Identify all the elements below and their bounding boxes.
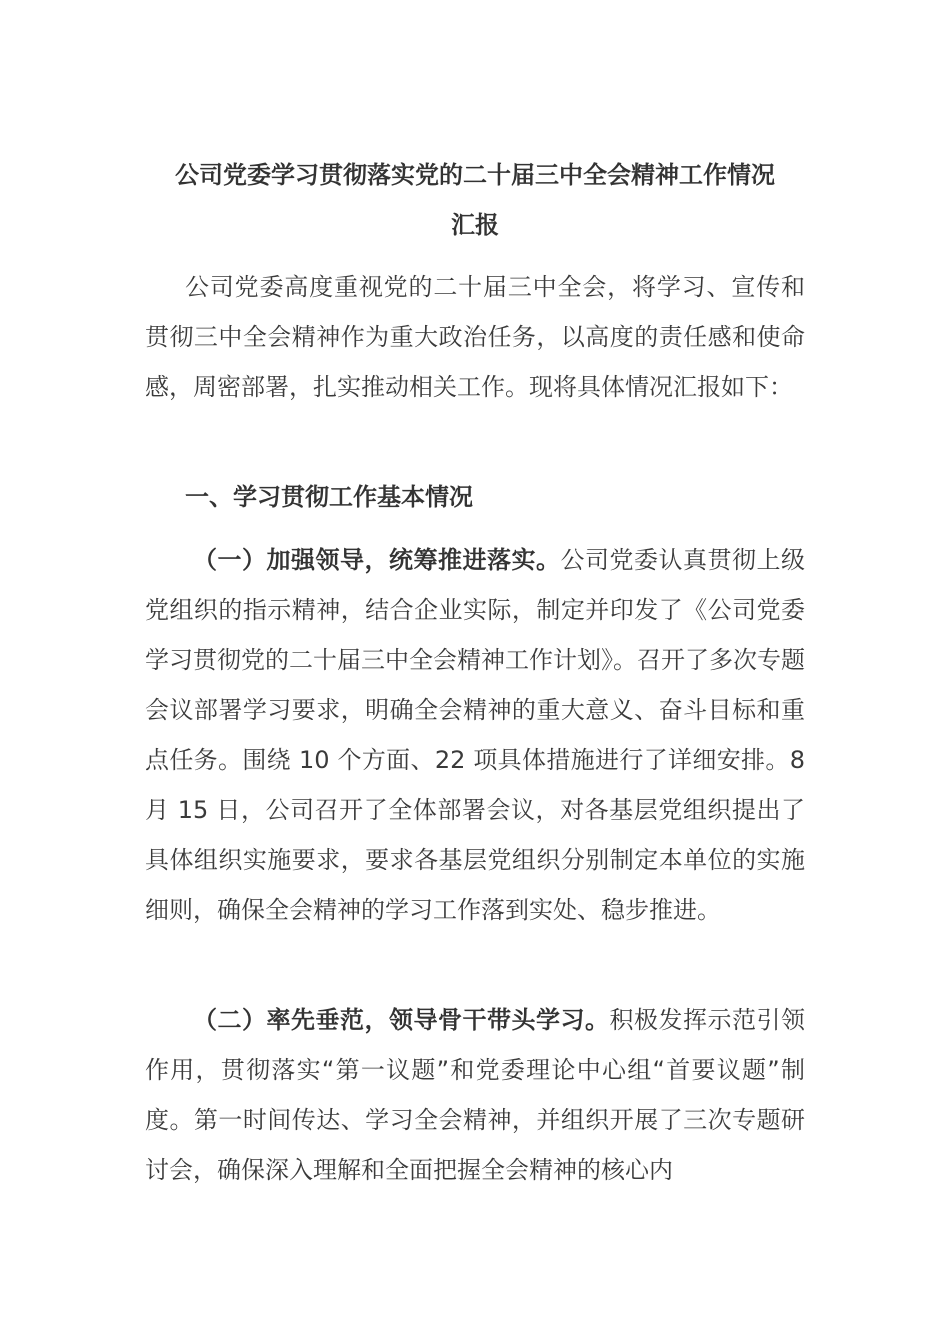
section-heading: 一、学习贯彻工作基本情况: [185, 483, 473, 511]
intro-paragraph: 公司党委高度重视党的二十届三中全会，将学习、宣传和贯彻三中全会精神作为重大政治任务，以高度的责任感和使命感，周密部署，扎实推动相关工作。现将具体情况汇报如下：: [145, 273, 805, 401]
item-1-lead: （一）加强领导，统筹推进落实。: [193, 546, 561, 574]
title-line-1: 公司党委学习贯彻落实党的二十届三中全会精神工作情况: [175, 161, 775, 189]
item-1-paragraph: [145, 535, 805, 935]
item-1-text: 公司党委认真贯彻上级党组织的指示精神，结合企业实际，制定并印发了《公司党委学习贯彻党的二十届三中全会精神工作计划》。召开了多次专题会议部署学习要求，明确全会精神的重大意义、奋斗目标和重点任务。围绕 10 个方面、22 项具体措施进行了详细安排。8 月 15 日，公司召开了全体部署会议，对各基层党组织提出了具体组织实施要求，要求各基层党组织分别制定本单位的实施细则，确保全会精神的学习工作落到实处、稳步推进。: [145, 546, 805, 924]
item-2-text: 积极发挥示范引领作用，贯彻落实“第一议题”和党委理论中心组“首要议题”制度。第一时间传达、学习全会精神，并组织开展了三次专题研讨会，确保深入理解和全面把握全会精神的核心内: [145, 1006, 805, 1184]
title-line-2: 汇报: [451, 211, 499, 239]
item-2-lead: （二）率先垂范，领导骨干带头学习。: [193, 1006, 610, 1034]
document-title: [145, 150, 805, 250]
item-2-paragraph: [145, 995, 805, 1195]
